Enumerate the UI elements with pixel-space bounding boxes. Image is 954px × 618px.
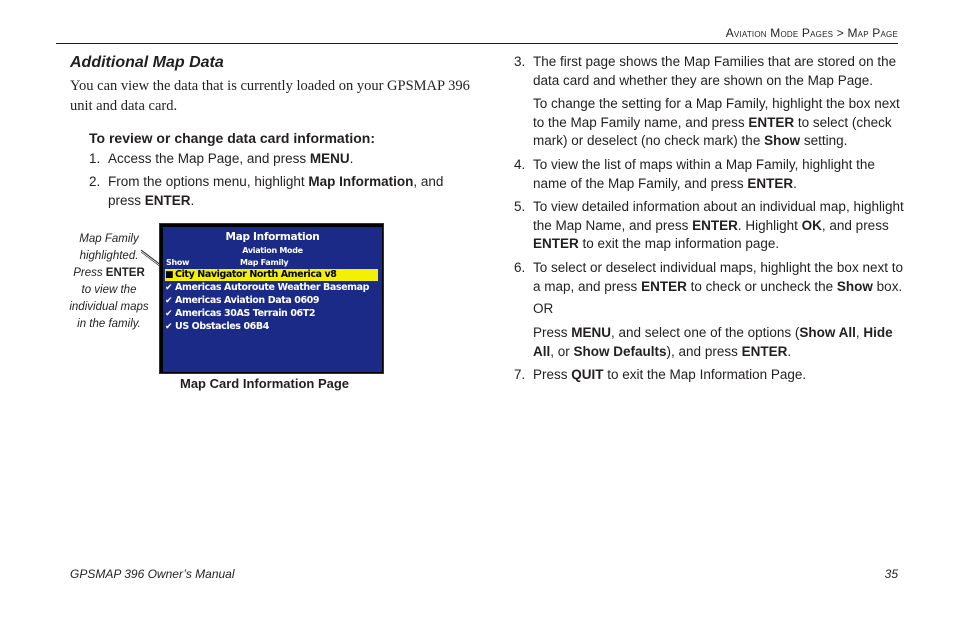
note-text: , or bbox=[550, 343, 574, 359]
map-information-screenshot bbox=[159, 223, 384, 374]
step-1 bbox=[89, 150, 489, 170]
step-4 bbox=[514, 156, 904, 196]
step-number: 2. bbox=[89, 174, 101, 189]
map-family-row bbox=[165, 295, 378, 307]
map-family-row bbox=[165, 321, 378, 333]
step-number: 3. bbox=[514, 54, 526, 69]
figure-caption: Map Card Information Page bbox=[180, 376, 350, 391]
step-text: . Highlight bbox=[737, 217, 802, 233]
screen-subtitle: Aviation Mode bbox=[242, 246, 303, 255]
note-text: , and select one of the options ( bbox=[611, 325, 800, 340]
key-name: MENU bbox=[309, 151, 350, 166]
checkmark-icon: ✔ bbox=[165, 322, 173, 332]
note-text: Press bbox=[533, 325, 572, 340]
step-text: From the options menu, highlight bbox=[108, 174, 309, 189]
breadcrumb-section: Aviation Mode Pages bbox=[725, 26, 834, 40]
callout-line: highlighted. bbox=[79, 250, 139, 262]
step-number: 1. bbox=[89, 151, 101, 166]
step-text: , and bbox=[413, 174, 444, 189]
map-family-row bbox=[165, 308, 378, 320]
step-2 bbox=[89, 173, 489, 213]
step-7 bbox=[514, 366, 904, 386]
key-name: Show bbox=[836, 278, 873, 294]
key-name: Map Information bbox=[308, 174, 414, 189]
map-family-row bbox=[165, 282, 378, 294]
step-6-alternative bbox=[533, 324, 903, 361]
map-family-label: Americas Aviation Data 0609 bbox=[175, 295, 320, 306]
figure-callout bbox=[62, 231, 156, 333]
step-text: To select or deselect individual maps, highlight the box next to bbox=[533, 260, 903, 275]
step-text: data card and whether they are shown on the Map Page. bbox=[533, 72, 873, 88]
key-name: ENTER bbox=[144, 192, 191, 208]
breadcrumb-separator: > bbox=[836, 26, 844, 40]
step-text: Access the Map Page, and press bbox=[108, 151, 310, 166]
key-name: ENTER bbox=[641, 278, 687, 294]
note-text: , bbox=[855, 325, 864, 340]
note-text: ), and press bbox=[666, 343, 742, 359]
step-text: to check or uncheck the bbox=[686, 278, 837, 294]
step-number: 5. bbox=[514, 199, 526, 214]
step-number: 6. bbox=[514, 260, 526, 275]
step-3-note bbox=[533, 95, 903, 151]
step-text: to exit the Map Information Page. bbox=[603, 367, 807, 382]
step-text: box. bbox=[872, 278, 903, 294]
note-text: setting. bbox=[800, 133, 848, 148]
map-family-label: Americas Autoroute Weather Basemap bbox=[175, 282, 370, 293]
step-text: . bbox=[190, 192, 195, 208]
note-text: . bbox=[787, 343, 792, 359]
checkmark-icon: ✔ bbox=[165, 283, 173, 293]
step-text: To view detailed information about an individual map, highlight bbox=[533, 199, 904, 214]
step-3 bbox=[514, 53, 904, 93]
key-name: ENTER bbox=[105, 267, 145, 279]
callout-line: in the family. bbox=[77, 318, 141, 330]
step-text: . bbox=[349, 151, 354, 166]
checkmark-icon: ✔ bbox=[165, 296, 173, 306]
screen-display bbox=[163, 227, 382, 372]
map-family-row-highlighted bbox=[165, 269, 378, 281]
note-text: to the Map Family name, and press bbox=[533, 114, 749, 130]
key-name: MENU bbox=[571, 325, 612, 340]
key-name: Show bbox=[764, 133, 801, 148]
option-name: Show Defaults bbox=[573, 343, 667, 359]
column-header-map-family: Map Family bbox=[240, 258, 289, 267]
step-number: 4. bbox=[514, 157, 526, 172]
header-rule bbox=[56, 43, 898, 44]
step-text: The first page shows the Map Families that are stored on the bbox=[533, 54, 897, 69]
key-name: ENTER bbox=[747, 175, 794, 191]
note-text: To change the setting for a Map Family, highlight the box next bbox=[533, 96, 900, 111]
step-6 bbox=[514, 259, 904, 299]
callout-line: to view the bbox=[81, 284, 137, 296]
option-name: Hide bbox=[863, 325, 893, 340]
step-text: To view the list of maps within a Map Family, highlight the bbox=[533, 157, 875, 172]
callout-line: Map Family bbox=[79, 233, 139, 245]
key-name: ENTER bbox=[692, 217, 738, 233]
checkbox-icon: ■ bbox=[165, 270, 174, 280]
section-title: Additional Map Data bbox=[70, 54, 224, 71]
intro-paragraph: You can view the data that is currently loaded on your GPSMAP 396 unit and data card. bbox=[70, 78, 470, 114]
key-name: ENTER bbox=[533, 236, 579, 251]
step-text: the Map Name, and press bbox=[533, 217, 693, 233]
key-name: ENTER bbox=[748, 114, 795, 130]
callout-line: Press bbox=[73, 267, 106, 279]
key-name: ENTER bbox=[741, 343, 788, 359]
page-number: 35 bbox=[884, 567, 898, 581]
breadcrumb bbox=[600, 26, 898, 40]
procedure-heading: To review or change data card information: bbox=[89, 130, 376, 146]
step-text: to exit the map information page. bbox=[578, 236, 780, 251]
callout-line: individual maps bbox=[69, 301, 149, 313]
column-header-show: Show bbox=[166, 258, 190, 267]
key-name: QUIT bbox=[571, 367, 604, 382]
map-family-label: US Obstacles 06B4 bbox=[175, 321, 269, 332]
step-text: Press bbox=[533, 367, 572, 382]
step-text: a map, and press bbox=[533, 278, 642, 294]
option-name: All bbox=[533, 343, 551, 359]
step-text: name of the Map Family, and press bbox=[533, 175, 748, 191]
note-text: mark) or deselect (no check mark) the bbox=[533, 133, 765, 148]
step-text: , and press bbox=[821, 217, 889, 233]
option-name: Show All bbox=[799, 325, 856, 340]
screen-title: Map Information bbox=[225, 231, 320, 243]
checkmark-icon: ✔ bbox=[165, 309, 173, 319]
step-number: 7. bbox=[514, 367, 526, 382]
or-text: OR bbox=[533, 301, 554, 316]
step-text: press bbox=[108, 192, 145, 208]
map-family-label: Americas 30AS Terrain 06T2 bbox=[175, 308, 316, 319]
step-5 bbox=[514, 198, 904, 256]
footer-manual-title: GPSMAP 396 Owner’s Manual bbox=[70, 567, 235, 581]
breadcrumb-page: Map Page bbox=[847, 26, 898, 40]
step-text: . bbox=[793, 175, 797, 191]
note-text: to select (check bbox=[794, 114, 892, 130]
map-family-label: City Navigator North America v8 bbox=[175, 269, 337, 280]
key-name: OK bbox=[801, 217, 822, 233]
